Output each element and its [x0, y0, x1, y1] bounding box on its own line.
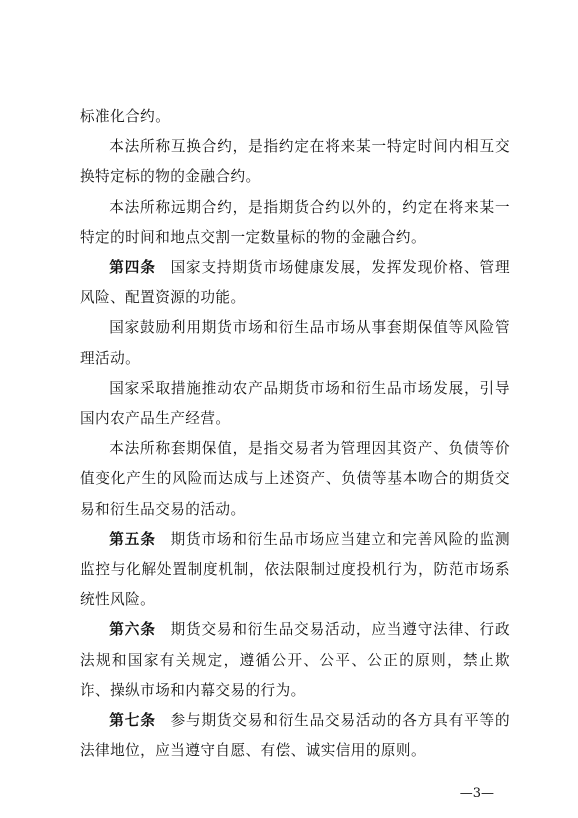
- paragraph: [80, 193, 510, 253]
- paragraph-text: 标准化合约。: [80, 108, 171, 125]
- article-number: 第四条: [109, 259, 156, 277]
- paragraph: [80, 434, 510, 525]
- article-paragraph: [80, 615, 510, 706]
- article-paragraph: [80, 253, 510, 313]
- document-body: [80, 102, 510, 766]
- paragraph-text: 国家采取措施推动农产品期货市场和衍生品市场发展，引导国内农产品生产经营。: [80, 379, 510, 428]
- paragraph-text: 期货市场和衍生品市场应当建立和完善风险的监测监控与化解处置制度机制，依法限制过度投机行为，防范市场系统性风险。: [80, 530, 510, 609]
- paragraph-text: 本法所称互换合约，是指约定在将来某一特定时间内相互交换特定标的物的金融合约。: [80, 138, 510, 186]
- article-number: 第六条: [109, 621, 156, 639]
- paragraph: [80, 313, 510, 373]
- article-number: 第五条: [109, 530, 156, 548]
- paragraph-text: 国家支持期货市场健康发展，发挥发现价格、管理风险、配置资源的功能。: [80, 259, 510, 307]
- article-paragraph: [80, 706, 510, 766]
- page-number: —3—: [459, 786, 494, 801]
- article-number: 第七条: [109, 712, 156, 730]
- paragraph-text: 期货交易和衍生品交易活动，应当遵守法律、行政法规和国家有关规定，遵循公开、公平、公正的原则，禁止欺诈、操纵市场和内幕交易的行为。: [80, 621, 510, 699]
- paragraph: [80, 132, 510, 192]
- article-paragraph: [80, 525, 510, 616]
- paragraph: [80, 102, 510, 132]
- paragraph-text: 参与期货交易和衍生品交易活动的各方具有平等的法律地位，应当遵守自愿、有偿、诚实信用的原则。: [80, 712, 510, 760]
- paragraph-text: 本法所称远期合约，是指期货合约以外的，约定在将来某一特定的时间和地点交割一定数量标的物的金融合约。: [80, 198, 510, 246]
- paragraph: [80, 374, 510, 434]
- paragraph-text: 本法所称套期保值，是指交易者为管理因其资产、负债等价值变化产生的风险而达成与上述资产、负债等基本吻合的期货交易和衍生品交易的活动。: [80, 440, 510, 518]
- paragraph-text: 国家鼓励利用期货市场和衍生品市场从事套期保值等风险管理活动。: [80, 319, 510, 367]
